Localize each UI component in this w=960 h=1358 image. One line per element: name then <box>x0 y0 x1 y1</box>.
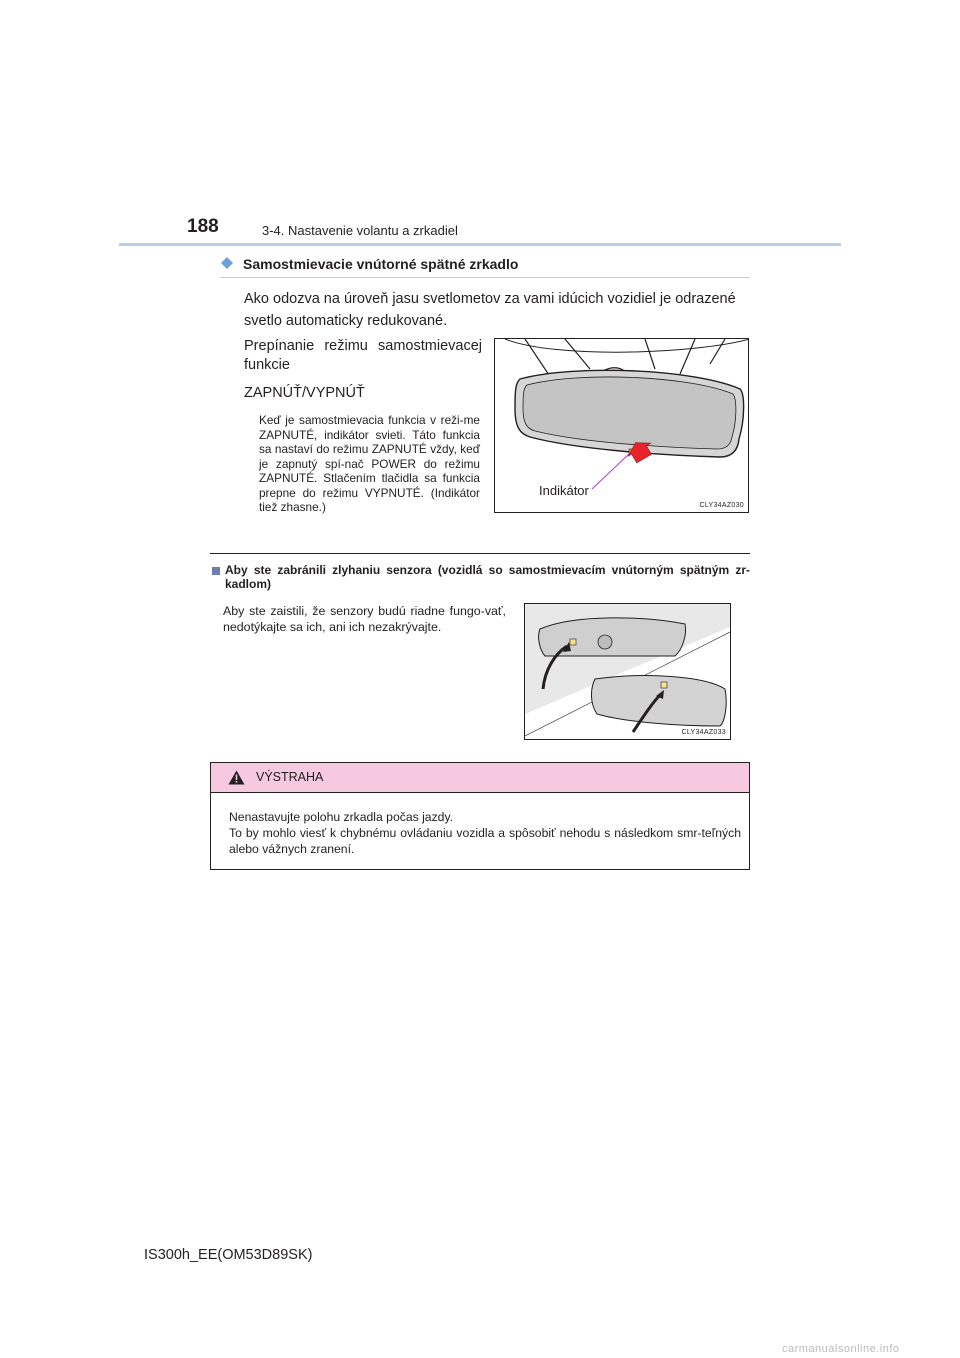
watermark: carmanualsonline.info <box>782 1343 900 1355</box>
switch-heading-line2: funkcie <box>244 357 290 373</box>
switch-description: Keď je samostmievacia funkcia v reži-me ZAPNUTÉ, indikátor svieti. Táto funkcia sa nastaví do režimu ZAPNUTÉ vždy, keď je zapnutý spí-nač POWER do režimu ZAPNUTÉ. Stlačením tlačidla sa funkcia prepne do režimu VYPNUTÉ. (Indikátor tiež zhasne.) <box>259 413 480 514</box>
warning-box <box>210 762 750 870</box>
page-number: 188 <box>187 216 219 237</box>
indicator-label: Indikátor <box>539 483 589 498</box>
warning-header <box>211 763 749 793</box>
figure2-code: CLY34AZ033 <box>681 729 726 736</box>
square-bullet-icon <box>212 567 220 575</box>
warning-triangle-icon <box>228 770 245 785</box>
warning-body <box>229 809 741 857</box>
warning-line1: Nenastavujte polohu zrkadla počas jazdy. <box>229 810 454 824</box>
sensor-illustration <box>525 604 731 740</box>
warning-line2: To by mohlo viesť k chybnému ovládaniu vozidla a spôsobiť nehodu s následkom smr-teľných alebo vážnych zranení. <box>229 826 741 856</box>
switch-name: ZAPNÚŤ/VYPNÚŤ <box>244 385 365 401</box>
intro-paragraph: Ako odozva na úroveň jasu svetlometov za vami idúcich vozidiel je odrazené svetlo automaticky redukované. <box>244 291 736 329</box>
mirror-indicator-figure <box>494 338 749 513</box>
mirror-illustration <box>495 339 749 513</box>
subsection-title: Aby ste zabránili zlyhaniu senzora (vozidlá so samostmievacím vnútorným spätným zr-kadlom) <box>225 563 750 591</box>
section-title: Samostmievacie vnútorné spätné zrkadlo <box>243 256 519 272</box>
section-rule <box>220 277 750 278</box>
chapter-title: 3-4. Nastavenie volantu a zrkadiel <box>262 223 458 238</box>
subsection-body: Aby ste zaistili, že senzory budú riadne fungo-vať, nedotýkajte sa ich, ani ich nezakrývajte. <box>223 604 506 634</box>
sensor-figure <box>524 603 731 740</box>
footer-model: IS300h_EE(OM53D89SK) <box>144 1247 313 1263</box>
header-rule <box>119 243 841 246</box>
figure1-code: CLY34AZ030 <box>699 502 744 509</box>
warning-title: VÝSTRAHA <box>256 770 324 784</box>
diamond-bullet-icon <box>220 256 234 270</box>
switch-heading-line1: Prepínanie režimu samostmievacej <box>244 338 482 354</box>
divider-rule <box>210 553 750 554</box>
